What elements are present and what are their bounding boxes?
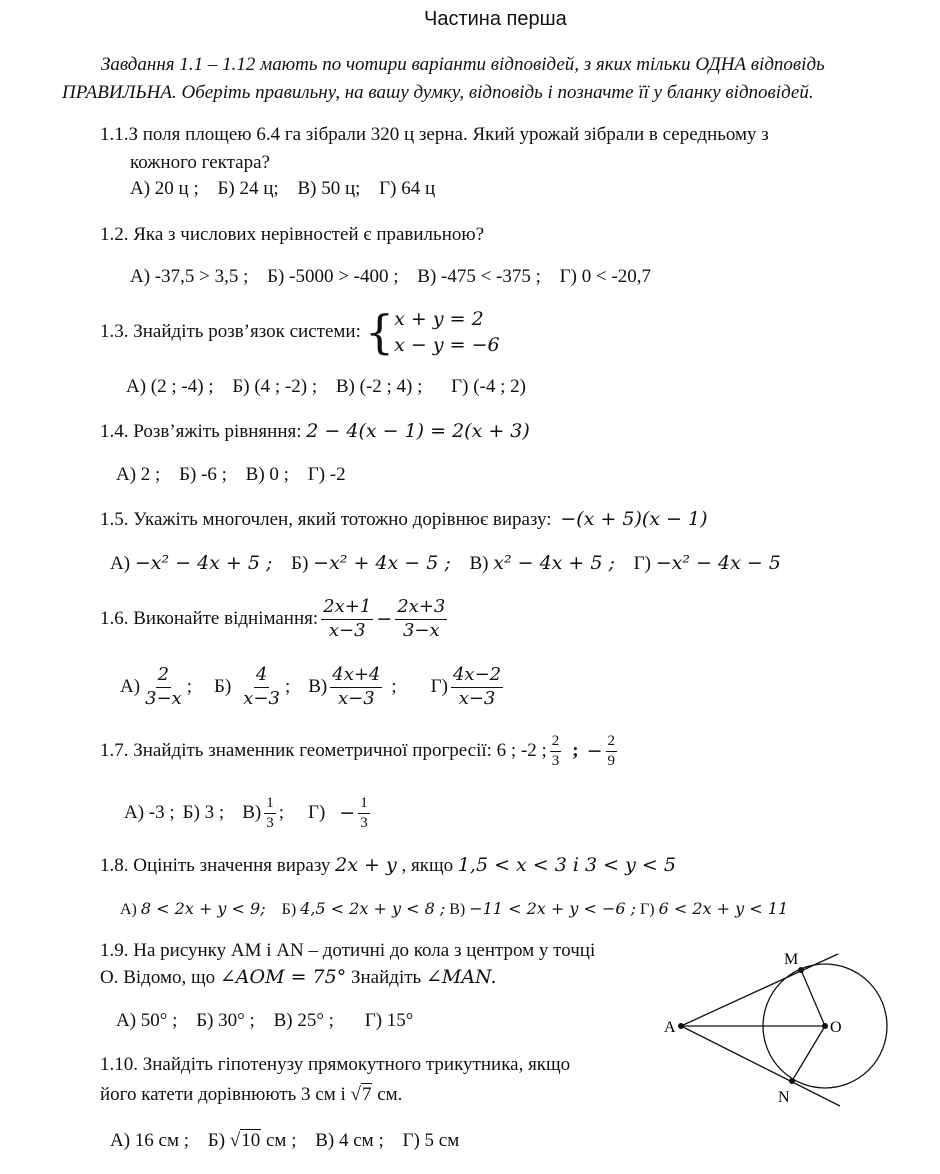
- q9-answers: [116, 1010, 413, 1032]
- q7-answer-c-num: 1: [264, 794, 276, 814]
- q4-answer-b: Б) -6 ;: [179, 464, 227, 485]
- q5-answer-c: x² − 4x + 5 ;: [493, 552, 615, 574]
- intro-line-2: ПРАВИЛЬНА. Оберіть правильну, на вашу думку, відповідь і позначте її у бланку відповідей.: [62, 82, 814, 103]
- label-m: M: [784, 951, 799, 968]
- q8-answer-d-label: Г): [640, 901, 655, 918]
- q1-line-1: 1.1.З поля площею 6.4 га зібрали 320 ц зерна. Який урожай зібрали в середньому з: [100, 124, 769, 145]
- q7-answer-c-label: В): [242, 802, 262, 824]
- q8-cond-text: , якщо: [401, 855, 454, 876]
- q5-answer-b-label: Б): [291, 553, 309, 574]
- q7-answers: [124, 794, 373, 833]
- q8-answer-a-label: А): [120, 901, 137, 918]
- q6-answers: [120, 664, 506, 710]
- q2-answer-d: Г) 0 < -20,7: [559, 266, 652, 287]
- q3-eq1: x + y = 2: [394, 308, 484, 330]
- q5-answer-a: −x² − 4x + 5 ;: [134, 552, 273, 574]
- q7-row: [100, 732, 620, 771]
- page-title: Частина перша: [424, 8, 567, 30]
- q7-f2-den: 9: [607, 752, 616, 769]
- q8-condition: 1,5 < x < 3 і 3 < y < 5: [457, 854, 676, 876]
- q9-line2-b: Знайдіть: [351, 967, 422, 988]
- q7-neg: −: [586, 740, 603, 763]
- q8-text: 1.8. Оцініть значення виразу: [100, 855, 331, 876]
- q8-answers: [120, 899, 788, 919]
- q6-answer-b-den: x−3: [243, 687, 280, 709]
- q6-answer-a-den: 3−x: [145, 687, 182, 709]
- q7-answer-c-fraction: [264, 794, 276, 833]
- label-n: N: [778, 1089, 790, 1106]
- q4-equation: 2 − 4(x − 1) = 2(x + 3): [306, 420, 530, 442]
- q6-answer-b-label: Б): [214, 676, 232, 697]
- q10-answer-a: А) 16 см ;: [110, 1130, 190, 1151]
- q4-row: [100, 420, 530, 443]
- q1-answer-b: Б) 24 ц;: [217, 178, 279, 199]
- q9-answer-b: Б) 30° ;: [196, 1010, 255, 1031]
- q6-text: 1.6. Виконайте віднімання:: [100, 608, 319, 629]
- q7-answer-d-neg: −: [339, 802, 356, 825]
- q10-line-2: [100, 1084, 402, 1106]
- q7-answer-d-den: 3: [360, 814, 368, 831]
- q4-text: 1.4. Розв’яжіть рівняння:: [100, 421, 302, 442]
- q7-answer-d-num: 1: [358, 794, 370, 814]
- q6-num1: 2x+1: [321, 596, 373, 620]
- q7-answer-d-label: Г): [307, 802, 326, 824]
- q6-answer-b-sep: ;: [284, 676, 291, 697]
- q8-row: [100, 854, 676, 877]
- radius-on: [792, 1026, 825, 1081]
- q8-answer-c-label: В): [449, 901, 466, 918]
- q6-answer-c-fraction: [330, 664, 382, 710]
- q2-text: 1.2. Яка з числових нерівностей є правильною?: [100, 224, 484, 245]
- sqrt-sign: √: [350, 1084, 361, 1105]
- q9-line-2: [100, 966, 497, 989]
- q6-answer-a-label: А): [120, 676, 141, 697]
- q2-answer-b: Б) -5000 > -400 ;: [267, 266, 399, 287]
- q6-answer-a-num: 2: [156, 664, 171, 688]
- q1-line-2: кожного гектара?: [130, 152, 270, 173]
- q10-sqrt7: 7: [361, 1084, 372, 1105]
- q6-answer-c-sep: ;: [391, 676, 397, 697]
- q6-answer-a-fraction: [143, 664, 184, 710]
- q8-answer-b: 4,5 < 2x + y < 8 ;: [300, 899, 446, 918]
- q8-answer-b-label: Б): [281, 901, 297, 918]
- q9-angle-man: ∠MAN.: [425, 966, 497, 988]
- point-n: [789, 1078, 795, 1084]
- q3-eq2: x − y = −6: [394, 334, 500, 356]
- q7-fraction-2: [606, 732, 618, 771]
- sqrt-sign: √: [229, 1130, 241, 1151]
- q10-line2-a: його катети дорівнюють 3 см і: [100, 1084, 346, 1105]
- q6-answer-a-sep: ;: [186, 676, 193, 697]
- q5-answer-a-label: А): [110, 553, 131, 574]
- point-a: [678, 1023, 684, 1029]
- q10-answer-d: Г) 5 см: [402, 1130, 460, 1151]
- q7-sep: ;: [572, 740, 579, 762]
- q6-answer-b-num: 4: [254, 664, 269, 688]
- q10-answers: [110, 1130, 459, 1152]
- q3-answer-c: В) (-2 ; 4) ;: [335, 376, 423, 397]
- q7-answer-c-den: 3: [266, 814, 274, 831]
- q10-answer-b-sqrt: 10: [241, 1130, 261, 1151]
- tangent-circle-figure: [650, 940, 900, 1110]
- q8-answer-a: 8 < 2x + y < 9;: [140, 899, 266, 918]
- q6-row: [100, 596, 450, 642]
- q6-den1: x−3: [328, 619, 366, 641]
- q5-answers: [110, 552, 781, 575]
- q5-row: [100, 508, 708, 531]
- q1-answer-c: В) 50 ц;: [297, 178, 361, 199]
- q3-answers: [126, 376, 526, 398]
- q7-f1-den: 3: [551, 752, 560, 769]
- q3-answer-b: Б) (4 ; -2) ;: [232, 376, 318, 397]
- q3-system: [394, 306, 499, 358]
- q2-answer-c: В) -475 < -375 ;: [417, 266, 541, 287]
- q7-answer-b: Б) 3 ;: [182, 802, 225, 824]
- q6-fraction-1: [321, 596, 373, 642]
- q6-answer-d-fraction: [451, 664, 503, 710]
- q5-text: 1.5. Укажіть многочлен, який тотожно дорівнює виразу:: [100, 509, 552, 530]
- q3-answer-a: А) (2 ; -4) ;: [126, 376, 214, 397]
- q4-answer-d: Г) -2: [307, 464, 346, 485]
- q4-answer-a: А) 2 ;: [116, 464, 161, 485]
- q6-answer-b-fraction: [241, 664, 282, 710]
- q9-answer-a: А) 50° ;: [116, 1010, 178, 1031]
- q8-answer-d: 6 < 2x + y < 11: [658, 899, 789, 918]
- q9-angle-aom: ∠AOM = 75°: [219, 966, 347, 988]
- intro-line-1: Завдання 1.1 – 1.12 мають по чотири варіанти відповідей, з яких тільки ОДНА відповідь: [101, 54, 825, 75]
- q9-answer-d: Г) 15°: [364, 1010, 414, 1031]
- q3-answer-d: Г) (-4 ; 2): [451, 376, 526, 397]
- q8-answer-c: −11 < 2x + y < −6 ;: [469, 899, 637, 918]
- tangent-am: [681, 954, 838, 1026]
- q6-answer-d-label: Г): [430, 676, 448, 697]
- q9-answer-c: В) 25° ;: [273, 1010, 334, 1031]
- label-a: A: [664, 1019, 676, 1036]
- q6-answer-d-den: x−3: [458, 687, 496, 709]
- q1-answers: [130, 178, 435, 200]
- q6-answer-d-num: 4x−2: [451, 664, 503, 688]
- q3-row: [100, 306, 500, 358]
- q10-answer-c: В) 4 см ;: [315, 1130, 384, 1151]
- q7-text: 1.7. Знайдіть знаменник геометричної прогресії: 6 ; -2 ;: [100, 740, 547, 762]
- q2-answers: [130, 266, 651, 288]
- q6-fraction-2: [395, 596, 447, 642]
- q10-line2-b: см.: [377, 1084, 403, 1105]
- q5-answer-d: −x² − 4x − 5: [655, 552, 781, 574]
- q6-den2: 3−x: [402, 619, 440, 641]
- radius-om: [801, 970, 825, 1026]
- label-o: O: [830, 1019, 842, 1036]
- q6-minus: −: [376, 608, 393, 630]
- system-brace: {: [364, 305, 395, 359]
- q9-line2-a: О. Відомо, що: [100, 967, 216, 988]
- tangent-an: [681, 1026, 840, 1106]
- q9-line-1: 1.9. На рисунку АМ і АN – дотичні до кола з центром у точці: [100, 940, 596, 961]
- q6-num2: 2x+3: [395, 596, 447, 620]
- q5-answer-c-label: В): [469, 553, 489, 574]
- point-m: [798, 967, 804, 973]
- q7-f1-num: 2: [550, 732, 562, 752]
- q7-answer-c-sep: ;: [278, 802, 284, 824]
- q6-answer-c-num: 4x+4: [330, 664, 382, 688]
- q6-answer-c-label: В): [308, 676, 328, 697]
- q4-answer-c: В) 0 ;: [245, 464, 289, 485]
- q10-answer-b-label: Б): [207, 1130, 226, 1151]
- q5-expr: −(x + 5)(x − 1): [560, 508, 708, 530]
- q7-answer-d-fraction: [358, 794, 370, 833]
- q5-answer-d-label: Г): [633, 553, 651, 574]
- point-o: [822, 1023, 828, 1029]
- q8-expr: 2x + y: [335, 854, 397, 876]
- q5-answer-b: −x² + 4x − 5 ;: [313, 552, 451, 574]
- q7-fraction-1: [550, 732, 562, 771]
- q6-answer-c-den: x−3: [337, 687, 375, 709]
- q7-f2-num: 2: [606, 732, 618, 752]
- q10-line-1: 1.10. Знайдіть гіпотенузу прямокутного трикутника, якщо: [100, 1054, 571, 1075]
- q7-answer-a: А) -3 ;: [124, 802, 175, 824]
- q4-answers: [116, 464, 346, 486]
- q1-answer-a: А) 20 ц ;: [130, 178, 199, 199]
- q3-text: 1.3. Знайдіть розв’язок системи:: [100, 321, 361, 342]
- q2-answer-a: А) -37,5 > 3,5 ;: [130, 266, 249, 287]
- q10-answer-b-unit: см ;: [265, 1130, 297, 1151]
- q1-answer-d: Г) 64 ц: [379, 178, 436, 199]
